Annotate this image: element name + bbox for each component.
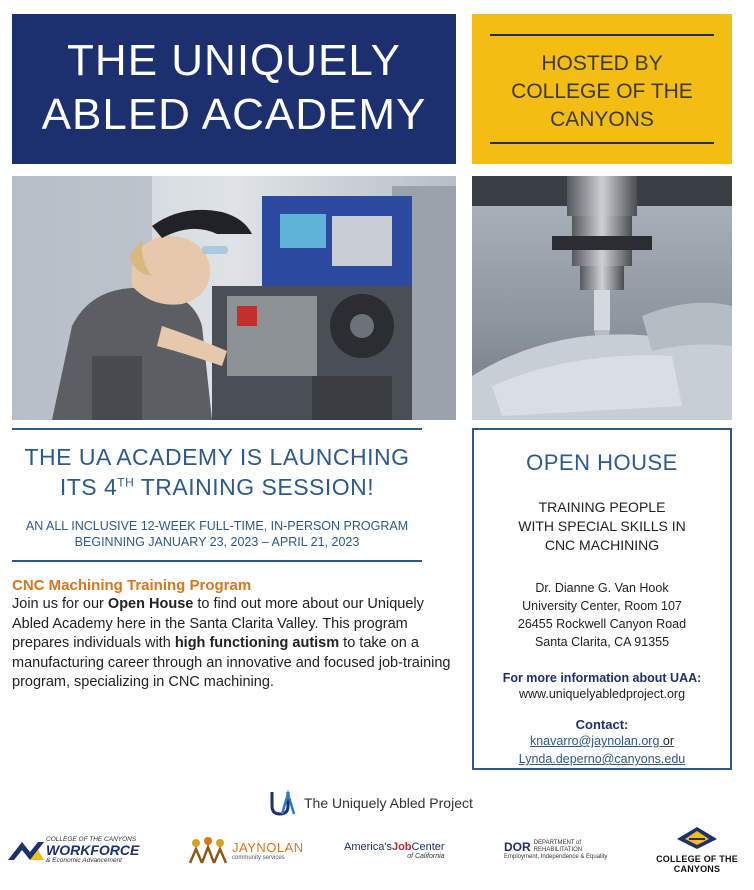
website-link[interactable]: www.uniquelyabledproject.org [518, 687, 686, 701]
launch-top-rule [12, 428, 422, 430]
uap-name: The Uniquely Abled Project [304, 795, 473, 811]
college-of-the-canyons-logo [640, 822, 754, 878]
coc-name: COLLEGE OF THE CANYONS [656, 853, 738, 874]
address-line-3: 26455 Rockwell Canyon Road [517, 617, 687, 631]
contact-emails [474, 732, 730, 750]
hosted-line-2: COLLEGE OF THE [511, 80, 693, 103]
jaynolan-name: JAYNOLAN [232, 839, 304, 855]
uniquely-abled-project-logo [268, 788, 473, 818]
launch-line-1: THE UA ACADEMY IS LAUNCHING [24, 444, 410, 470]
address-line-1: Dr. Dianne G. Van Hook [535, 581, 669, 595]
ajc-bold: Job [391, 840, 412, 853]
launch-heading [12, 442, 422, 502]
program-title: CNC Machining Training Program [12, 577, 252, 594]
ajc-sub: of California [407, 852, 445, 860]
hosted-bottom-rule [490, 142, 714, 144]
program-description [12, 576, 457, 693]
event-address [474, 579, 730, 651]
workforce-main: WORKFORCE [46, 842, 140, 858]
americas-job-center-logo [344, 822, 445, 878]
program-body-text-3: to take on a manufacturing career through an innovative and focused job-training program, specializing in CNC machining. [12, 635, 451, 690]
address-line-4: Santa Clarita, CA 91355 [534, 635, 670, 649]
jaynolan-logo [188, 822, 304, 878]
autism-emphasis: high functioning autism [174, 635, 340, 651]
launch-line-2-post: TRAINING SESSION! [134, 474, 375, 500]
title-line-1: THE UNIQUELY [67, 36, 401, 85]
dor-logo [504, 822, 607, 878]
cnc-operator-photo [12, 176, 456, 420]
launch-line-2 [12, 472, 422, 502]
program-desc-line: AN ALL INCLUSIVE 12-WEEK FULL-TIME, IN-PERSON PROGRAM [25, 519, 409, 533]
program-body [12, 595, 457, 693]
open-house-title: OPEN HOUSE [526, 450, 678, 475]
cnc-tool-photo [472, 176, 732, 420]
workforce-sub: & Economic Advancement [46, 857, 122, 864]
coc-emblem-icon [677, 827, 717, 849]
dor-side-1: DEPARTMENT of [533, 840, 582, 846]
uap-emblem-icon [268, 788, 298, 818]
contact-label: Contact: [575, 717, 629, 732]
program-dates [12, 518, 422, 550]
training-line-1: TRAINING PEOPLE [538, 499, 666, 515]
email-link-2[interactable]: Lynda.deperno@canyons.edu [518, 752, 686, 766]
hosted-by-banner [472, 14, 732, 164]
workforce-chevron-icon [8, 838, 44, 862]
training-description [474, 498, 730, 555]
more-info-label: For more information about UAA: [502, 671, 702, 685]
workforce-logo [8, 822, 139, 878]
hosted-line-1: HOSTED BY [541, 52, 663, 75]
jaynolan-sub: community services [232, 854, 285, 861]
open-house-emphasis: Open House [107, 596, 194, 612]
workforce-top: COLLEGE OF THE CANYONS [46, 836, 137, 843]
launch-bottom-rule [12, 560, 422, 562]
partner-logos [0, 822, 754, 878]
jaynolan-figures-icon [188, 835, 230, 865]
hosted-top-rule [490, 34, 714, 36]
program-dates-line: BEGINNING JANUARY 23, 2023 – APRIL 21, 2023 [74, 535, 360, 549]
launch-line-2-sup: TH [117, 475, 135, 490]
program-body-text-2: to find out more about our Uniquely Abled Academy here in the Santa Clarita Valley. This program prepares individuals with [12, 596, 424, 651]
email-link-1[interactable]: knavarro@jaynolan.org [529, 734, 660, 748]
ajc-pre: America's [344, 840, 392, 853]
launch-announcement [12, 428, 422, 562]
hosted-by-text [472, 50, 732, 134]
email-or: or [662, 734, 675, 748]
ajc-post: Center [411, 840, 445, 853]
training-line-3: CNC MACHINING [544, 537, 660, 553]
address-line-2: University Center, Room 107 [522, 599, 682, 613]
title-line-2: ABLED ACADEMY [41, 90, 427, 139]
program-body-text-1: Join us for our [12, 596, 108, 612]
dor-sub: Employment, Independence & Equality [504, 854, 608, 860]
ajc-name [344, 841, 445, 853]
dor-side-2: REHABILITATION [533, 847, 583, 853]
open-house-panel [472, 428, 732, 770]
academy-title-banner [12, 14, 456, 164]
hosted-line-3: CANYONS [550, 108, 654, 131]
training-line-2: WITH SPECIAL SKILLS IN [518, 518, 686, 534]
dor-main: DOR [504, 840, 531, 854]
launch-line-2-pre: ITS 4 [59, 474, 118, 500]
